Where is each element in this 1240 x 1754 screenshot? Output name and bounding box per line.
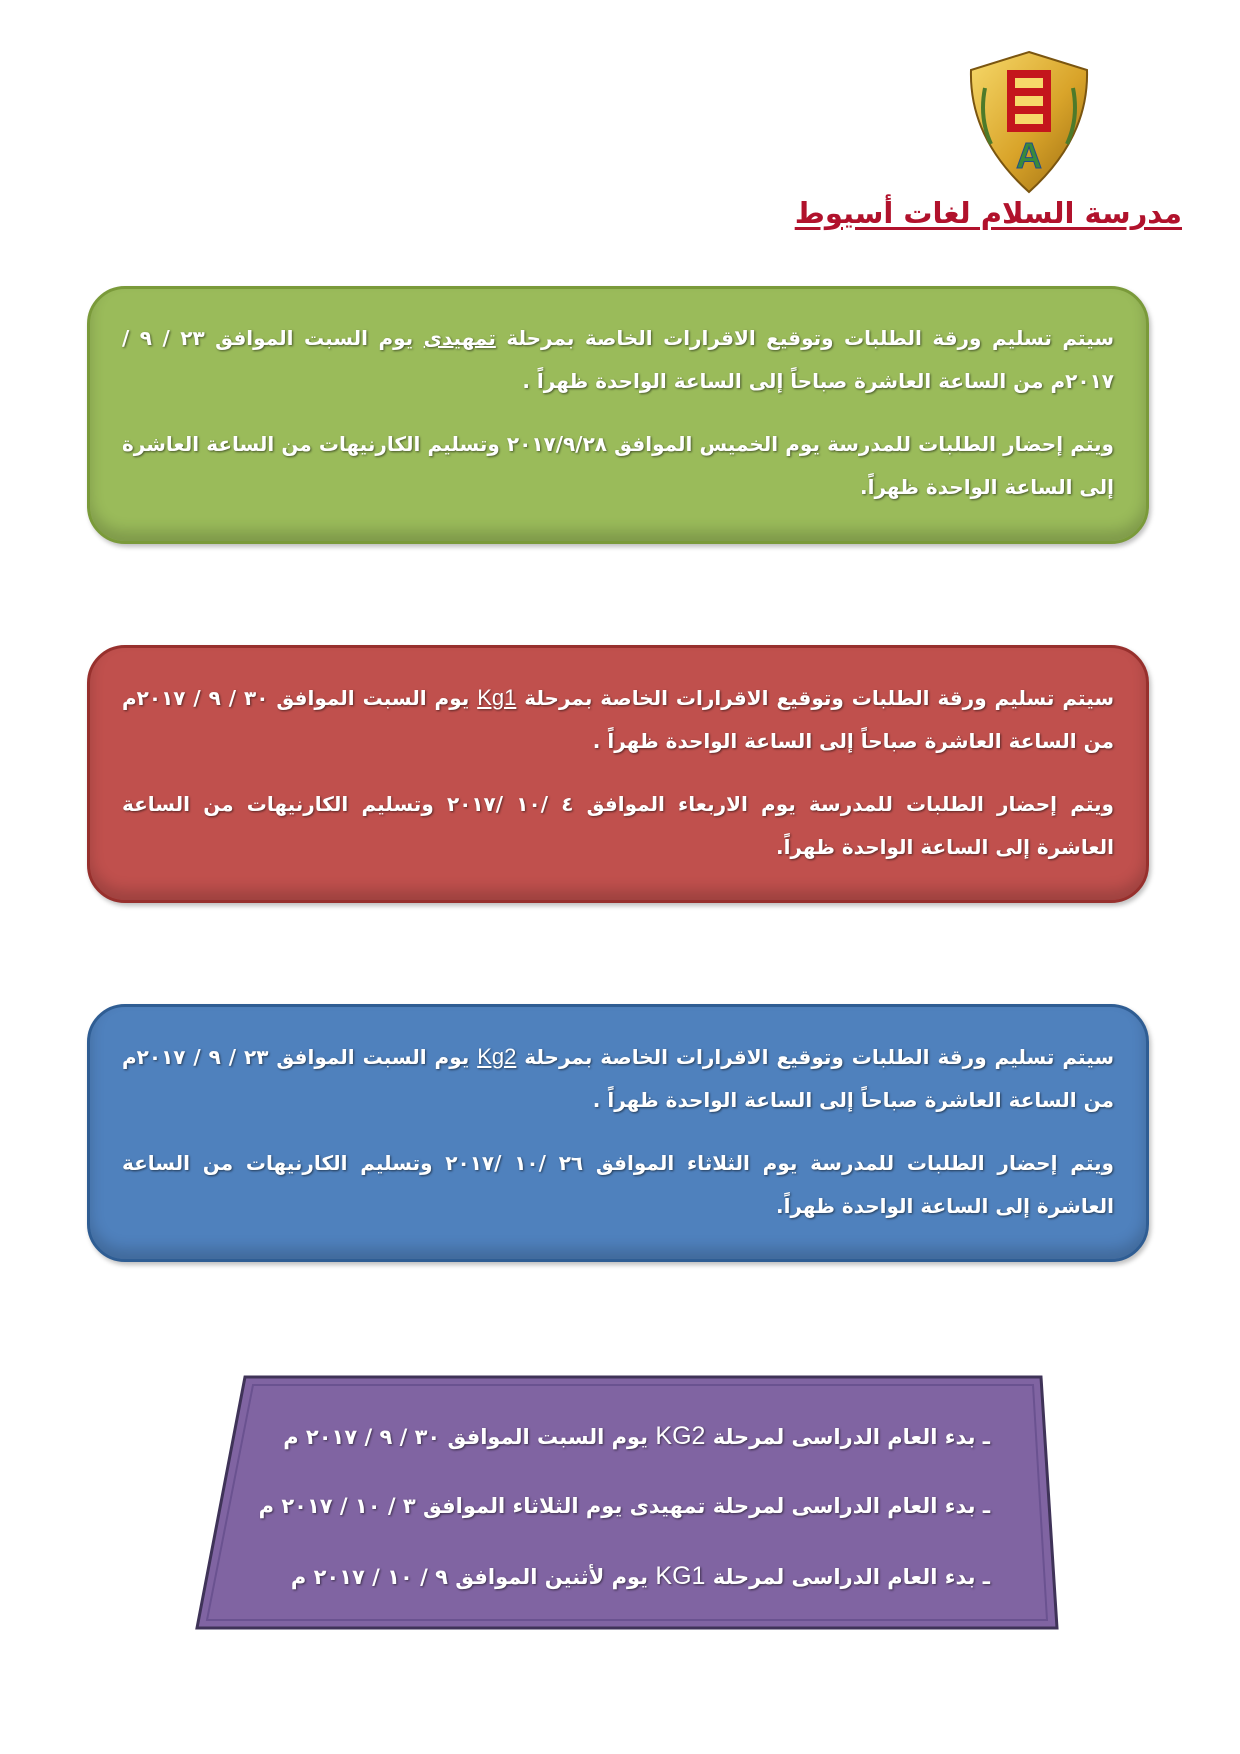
notice-box-kg2 xyxy=(87,1004,1149,1262)
logo-letter-a: A xyxy=(1016,135,1042,176)
notice-paragraph-1: سيتم تسليم ورقة الطلبات وتوقيع الاقرارات الخاصة بمرحلة Kg2 يوم السبت الموافق ٢٣ / ٩ / ٢٠١٧م من الساعة العاشرة صباحاً إلى الساعة الواحدة ظهراً . xyxy=(122,1044,1115,1112)
stage-name: KG1 xyxy=(655,1562,706,1590)
list-item: ـ بدء العام الدراسى لمرحلة تمهيدى يوم الثلاثاء الموافق ٣ / ١٠ / ٢٠١٧ م xyxy=(258,1494,990,1518)
stage-name: KG2 xyxy=(655,1422,706,1450)
notice-box-kg1 xyxy=(87,645,1149,903)
notice-paragraph-2: ويتم إحضار الطلبات للمدرسة يوم الاربعاء الموافق ٤ /١٠ /٢٠١٧ وتسليم الكارنيهات من الساعة العاشرة إلى الساعة الواحدة ظهراً. xyxy=(122,792,1114,859)
school-name: مدرسة السلام لغات أسيوط xyxy=(794,196,1182,230)
list-item: ـ بدء العام الدراسى لمرحلة KG1 يوم لأثنين الموافق ٩ / ١٠ / ٢٠١٧ م xyxy=(290,1562,990,1590)
notice-box-tamhidi xyxy=(87,286,1149,544)
notice-paragraph-1: سيتم تسليم ورقة الطلبات وتوقيع الاقرارات الخاصة بمرحلة Kg1 يوم السبت الموافق ٣٠ / ٩ / ٢٠١٧م من الساعة العاشرة صباحاً إلى الساعة الواحدة ظهراً . xyxy=(122,685,1115,753)
school-year-start-list xyxy=(259,1401,990,1611)
notice-paragraph-2: ويتم إحضار الطلبات للمدرسة يوم الثلاثاء الموافق ٢٦ /١٠ /٢٠١٧ وتسليم الكارنيهات من الساعة العاشرة إلى الساعة الواحدة ظهراً. xyxy=(122,1151,1114,1218)
school-year-start-panel xyxy=(195,1375,1059,1630)
list-item: ـ بدء العام الدراسى لمرحلة KG2 يوم السبت الموافق ٣٠ / ٩ / ٢٠١٧ م xyxy=(283,1422,990,1450)
stage-name: تمهيدى xyxy=(423,326,496,350)
notice-paragraph-1: سيتم تسليم ورقة الطلبات وتوقيع الاقرارات الخاصة بمرحلة تمهيدى يوم السبت الموافق ٢٣ / ٩ / ٢٠١٧م من الساعة العاشرة صباحاً إلى الساعة الواحدة ظهراً . xyxy=(122,326,1114,393)
school-logo-shield xyxy=(963,48,1095,196)
stage-name: Kg1 xyxy=(477,685,517,710)
logo-letters-top: SL xyxy=(1028,108,1030,109)
notice-paragraph-2: ويتم إحضار الطلبات للمدرسة يوم الخميس الموافق ٢٠١٧/٩/٢٨ وتسليم الكارنيهات من الساعة العاشرة إلى الساعة الواحدة ظهراً. xyxy=(122,432,1114,499)
stage-name: Kg2 xyxy=(477,1044,517,1069)
